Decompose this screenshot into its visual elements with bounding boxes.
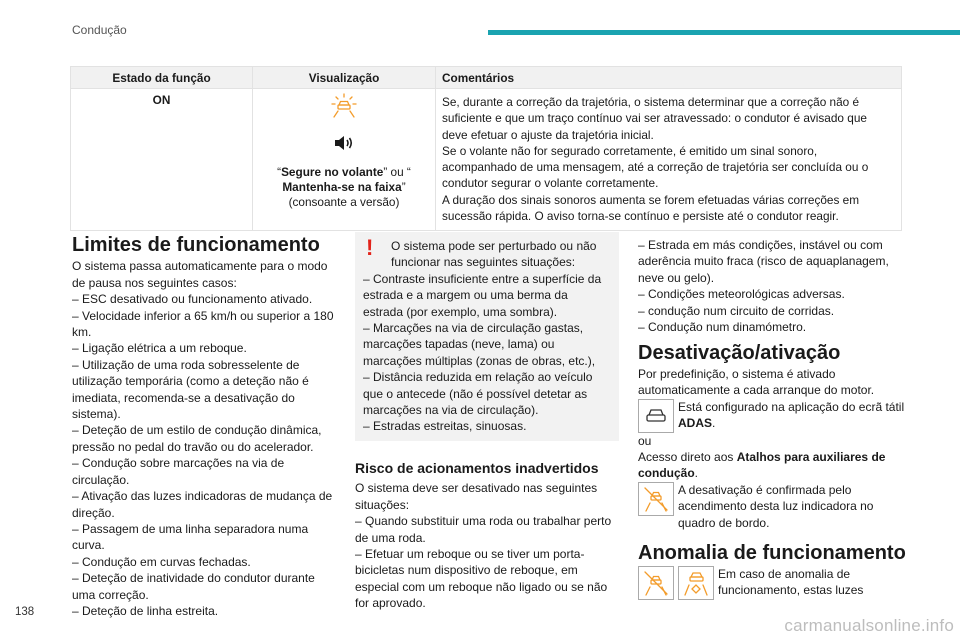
list-item: – Condução em curvas fechadas. [72, 554, 251, 569]
risk-title: Risco de acionamentos inadvertidos [355, 459, 599, 476]
function-status-table [70, 66, 902, 231]
speaker-icon [257, 133, 431, 157]
lane-warning-indicator-icon [257, 93, 431, 123]
list-item: – Ligação elétrica a um reboque. [72, 341, 247, 356]
table-row [71, 89, 902, 231]
right-column [638, 237, 906, 600]
deactivation-title: Desativação/ativação [638, 342, 841, 365]
table-header-comments: Comentários [436, 67, 902, 89]
deactivation-confirm-text: A desativação é confirmada pelo acendimento desta luz indicadora no quadro de bordo. [678, 482, 874, 530]
comment-paragraph: Se o volante não for segurado corretamente, é emitido um sinal sonoro, acompanhado de uma mensagem, até a correção de trajetória ser concluída ou o condutor segurar o volante corretamente. [442, 143, 869, 191]
list-item: – Deteção de linha estreita. [72, 603, 219, 618]
limits-title: Limites de funcionamento [72, 234, 320, 256]
warning-icon: ! [366, 235, 374, 260]
list-item: – Estrada em más condições, instável ou com aderência muito fraca (risco de aquaplanagem, neve ou gelo). [638, 238, 889, 285]
message-keep-lane: Mantenha-se na faixa [282, 180, 402, 194]
limits-intro: O sistema passa automaticamente para o modo de pausa nos seguintes casos: [72, 259, 328, 290]
lane-indicator-fault-icon [638, 566, 674, 600]
list-item: – condução num circuito de corridas. [638, 303, 835, 318]
list-item: – Condições meteorológicas adversas. [638, 287, 845, 302]
warning-intro: O sistema pode ser perturbado ou não funcionar nas seguintes situações: [391, 239, 597, 270]
middle-column [355, 232, 619, 612]
adas-setting-text: Está configurado na aplicação do ecrã tátil ADAS. [678, 399, 905, 431]
list-item: – Marcações na via de circulação gastas, marcações tapadas (neve, lama) ou marcações múltiplas (zonas de obras, etc.), [363, 321, 596, 368]
limits-section [72, 234, 334, 619]
anomaly-row [638, 566, 906, 599]
list-item: – Velocidade inferior a 65 km/h ou superior a 180 km. [72, 308, 334, 340]
list-item: – Utilização de uma roda sobresselente de utilização temporária (como a deteção não é imediata, recomenda-se a desativação do sistema). [72, 357, 309, 422]
visualization-cell [253, 89, 436, 231]
car-settings-icon [638, 399, 674, 433]
visualization-text: “Segure no volante” ou “ Mantenha-se na faixa” (consoante a versão) [277, 165, 411, 209]
message-hold-wheel: Segure no volante [281, 165, 384, 179]
list-item: – Distância reduzida em relação ao veículo que o antecede (não é possível detetar as marcações na via de circulação). [363, 370, 593, 418]
direct-access-text: Acesso direto aos Atalhos para auxiliares de condução. [638, 450, 886, 481]
section-accent-bar [488, 30, 960, 35]
list-item: – Efetuar um reboque ou se tiver um porta-bicicletas num dispositivo de reboque, em especial com um reboque não ligado ou se não for aprovado. [355, 546, 608, 611]
anomaly-text: Em caso de anomalia de funcionamento, estas luzes [718, 566, 864, 597]
risk-intro: O sistema deve ser desativado nas seguintes situações: [355, 481, 598, 512]
comment-paragraph: A duração dos sinais sonoros aumenta se forem efetuadas várias correções em sucessão rápida. O aviso torna-se contínuo e persiste até o condutor reagir. [442, 192, 860, 224]
table-header-state: Estado da função [71, 67, 253, 89]
comments-cell [436, 89, 902, 231]
list-item: – Ativação das luzes indicadoras de mudança de direção. [72, 489, 333, 520]
deactivation-confirm-row [638, 482, 906, 531]
list-item: – Condução sobre marcações na via de circulação. [72, 456, 285, 487]
list-item: – Passagem de uma linha separadora numa curva. [72, 521, 309, 553]
list-item: – Deteção de um estilo de condução dinâmica, pressão no pedal do travão ou do acelerador. [72, 423, 322, 454]
list-item: – ESC desativado ou funcionamento ativado. [72, 292, 313, 307]
comment-paragraph: Se, durante a correção da trajetória, o sistema determinar que a correção não é suficiente e que um traço contínuo vai ser atravessado: o condutor é avisado que deve efetuar o ajuste da trajetória inicial. [442, 95, 867, 142]
lane-indicator-off-icon [638, 482, 674, 516]
deactivation-intro: Por predefinição, o sistema é ativado automaticamente a cada arranque do motor. [638, 366, 875, 398]
table-header-visualization: Visualização [253, 67, 436, 89]
state-value: ON [71, 89, 253, 231]
watermark: carmanualsonline.info [784, 616, 954, 635]
list-item: – Contraste insuficiente entre a superfície da estrada e a margem ou uma berma da estrada (por exemplo, uma sombra). [363, 271, 602, 319]
warning-box [355, 232, 619, 441]
anomaly-title: Anomalia de funcionamento [638, 542, 906, 565]
or-text: ou [638, 433, 652, 448]
adas-setting-row [638, 399, 906, 433]
page-number: 138 [15, 606, 35, 618]
table-header-row [71, 67, 902, 89]
list-item: – Condução num dinamómetro. [638, 320, 807, 335]
list-item: – Quando substituir uma roda ou trabalhar perto de uma roda. [355, 514, 612, 545]
list-item: – Deteção de inatividade do condutor durante uma correção. [72, 571, 315, 602]
steering-assist-fault-icon [678, 566, 714, 600]
section-title: Condução [72, 23, 127, 37]
list-item: – Estradas estreitas, sinuosas. [363, 419, 527, 434]
